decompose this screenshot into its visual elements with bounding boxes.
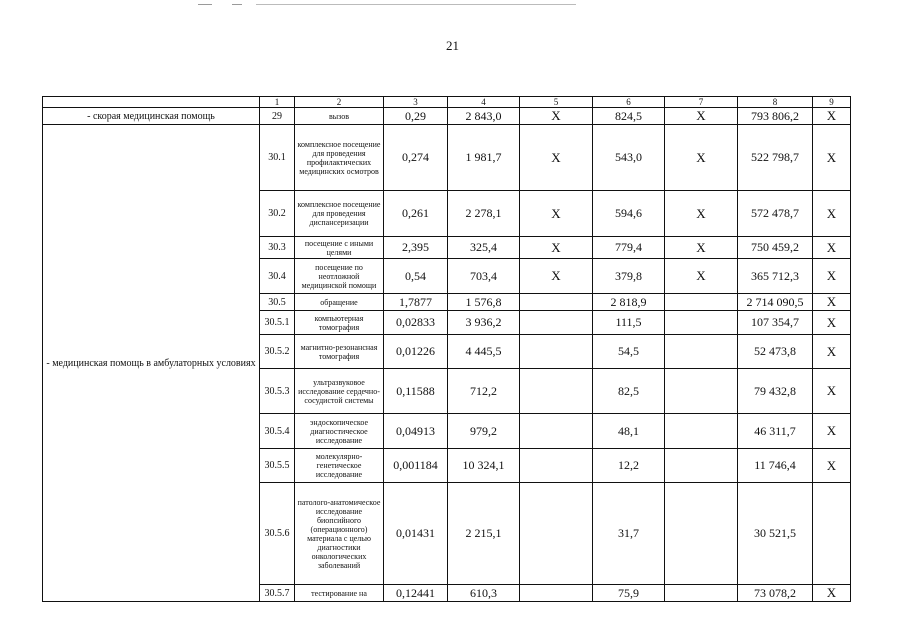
row-c8: 365 712,3 [738,259,813,294]
row-c7: X [665,237,738,259]
table-row [43,125,851,191]
header-cell: 3 [384,97,448,108]
row-c8: 107 354,7 [738,311,813,335]
row-c6: 111,5 [593,311,665,335]
row-unit: комплексное посещение для проведения диспансеризации [295,191,384,237]
row-c3: 0,02833 [384,311,448,335]
row-c5 [520,311,593,335]
table-row [43,108,851,125]
row-c6: 594,6 [593,191,665,237]
row-c5 [520,449,593,483]
row-code: 30.5.2 [260,335,295,369]
row-code: 30.4 [260,259,295,294]
row-c7 [665,369,738,414]
row-c8: 73 078,2 [738,585,813,602]
row-unit: магнитно-резонансная томография [295,335,384,369]
row-c4: 610,3 [448,585,520,602]
row-code: 30.5.4 [260,414,295,449]
row-c8: 79 432,8 [738,369,813,414]
row-code: 29 [260,108,295,125]
row-unit: эндоскопическое диагностическое исследование [295,414,384,449]
row-c3: 0,11588 [384,369,448,414]
row-c4: 2 843,0 [448,108,520,125]
row-c9: X [813,369,851,414]
row-c5 [520,294,593,311]
row-c5 [520,335,593,369]
row-c7 [665,483,738,585]
row-c6: 379,8 [593,259,665,294]
row-c8: 793 806,2 [738,108,813,125]
row-c7: X [665,259,738,294]
row-unit: комплексное посещение для проведения профилактических медицинских осмотров [295,125,384,191]
row-c4: 325,4 [448,237,520,259]
row-unit: обращение [295,294,384,311]
row-c6: 824,5 [593,108,665,125]
row-c7 [665,335,738,369]
row-unit: патолого-анатомическое исследование биопсийного (операционного) материала с целью диагностики онкологических заболеваний [295,483,384,585]
row-code: 30.1 [260,125,295,191]
row-c8: 2 714 090,5 [738,294,813,311]
row-c9: X [813,414,851,449]
row-c6: 543,0 [593,125,665,191]
row-c5: X [520,108,593,125]
row-c3: 0,274 [384,125,448,191]
row-c3: 0,001184 [384,449,448,483]
row-c6: 82,5 [593,369,665,414]
row-c9: X [813,449,851,483]
row-c7: X [665,125,738,191]
row-unit: компьютерная томография [295,311,384,335]
header-cell-empty [43,97,260,108]
row-c9: X [813,335,851,369]
row-unit: вызов [295,108,384,125]
row-c3: 0,12441 [384,585,448,602]
row-code: 30.3 [260,237,295,259]
row-code: 30.5 [260,294,295,311]
row-unit: молекулярно-генетическое исследование [295,449,384,483]
row-c5 [520,483,593,585]
row-c8: 572 478,7 [738,191,813,237]
row-c6: 12,2 [593,449,665,483]
row-c5 [520,585,593,602]
row-c4: 3 936,2 [448,311,520,335]
row-c9: X [813,259,851,294]
row-c9 [813,483,851,585]
row-c4: 1 576,8 [448,294,520,311]
row-c8: 30 521,5 [738,483,813,585]
row-c3: 2,395 [384,237,448,259]
header-cell: 8 [738,97,813,108]
scan-artifact-line [198,4,212,5]
row-c8: 11 746,4 [738,449,813,483]
row-code: 30.5.6 [260,483,295,585]
row-c7 [665,311,738,335]
row-c4: 712,2 [448,369,520,414]
row-c4: 4 445,5 [448,335,520,369]
row-c7 [665,294,738,311]
row-c3: 0,04913 [384,414,448,449]
row-c6: 2 818,9 [593,294,665,311]
row-c3: 0,01226 [384,335,448,369]
row-unit: ультразвуковое исследование сердечно-сосудистой системы [295,369,384,414]
header-cell: 9 [813,97,851,108]
row-code: 30.5.5 [260,449,295,483]
header-cell: 2 [295,97,384,108]
header-cell: 4 [448,97,520,108]
row-c6: 48,1 [593,414,665,449]
row-c7: X [665,108,738,125]
row-c9: X [813,237,851,259]
row-c6: 779,4 [593,237,665,259]
row-c5 [520,369,593,414]
row-unit: посещение по неотложной медицинской помощи [295,259,384,294]
row-c5: X [520,259,593,294]
row-c6: 31,7 [593,483,665,585]
page-number: 21 [446,38,459,53]
row-c5: X [520,191,593,237]
row-c9: X [813,125,851,191]
row-c3: 0,54 [384,259,448,294]
row-c4: 979,2 [448,414,520,449]
row-unit: посещение с иными целями [295,237,384,259]
row-c4: 703,4 [448,259,520,294]
row-c6: 54,5 [593,335,665,369]
row-code: 30.2 [260,191,295,237]
row-c6: 75,9 [593,585,665,602]
row-c7: X [665,191,738,237]
row-c3: 1,7877 [384,294,448,311]
row-c3: 0,01431 [384,483,448,585]
header-cell: 5 [520,97,593,108]
row-code: 30.5.7 [260,585,295,602]
tariff-table [42,96,851,602]
row-c7 [665,449,738,483]
row-c9: X [813,294,851,311]
section-label-outpatient: - медицинская помощь в амбулаторных условиях [43,125,260,602]
row-c4: 2 215,1 [448,483,520,585]
row-c5: X [520,237,593,259]
row-c8: 522 798,7 [738,125,813,191]
row-c4: 2 278,1 [448,191,520,237]
row-code: 30.5.1 [260,311,295,335]
row-c3: 0,29 [384,108,448,125]
header-cell: 1 [260,97,295,108]
row-c8: 52 473,8 [738,335,813,369]
row-c3: 0,261 [384,191,448,237]
row-c9: X [813,108,851,125]
row-c7 [665,414,738,449]
header-cell: 7 [665,97,738,108]
row-c9: X [813,191,851,237]
row-c4: 10 324,1 [448,449,520,483]
section-label-ambulance: - скорая медицинская помощь [43,108,260,125]
row-c5: X [520,125,593,191]
header-cell: 6 [593,97,665,108]
row-c5 [520,414,593,449]
scan-artifact-line [232,4,242,5]
row-unit: тестирование на [295,585,384,602]
row-c4: 1 981,7 [448,125,520,191]
row-c8: 750 459,2 [738,237,813,259]
row-c7 [665,585,738,602]
row-c9: X [813,311,851,335]
row-c8: 46 311,7 [738,414,813,449]
scan-artifact-line [256,4,576,5]
table-header-row [43,97,851,108]
row-c9: X [813,585,851,602]
row-code: 30.5.3 [260,369,295,414]
